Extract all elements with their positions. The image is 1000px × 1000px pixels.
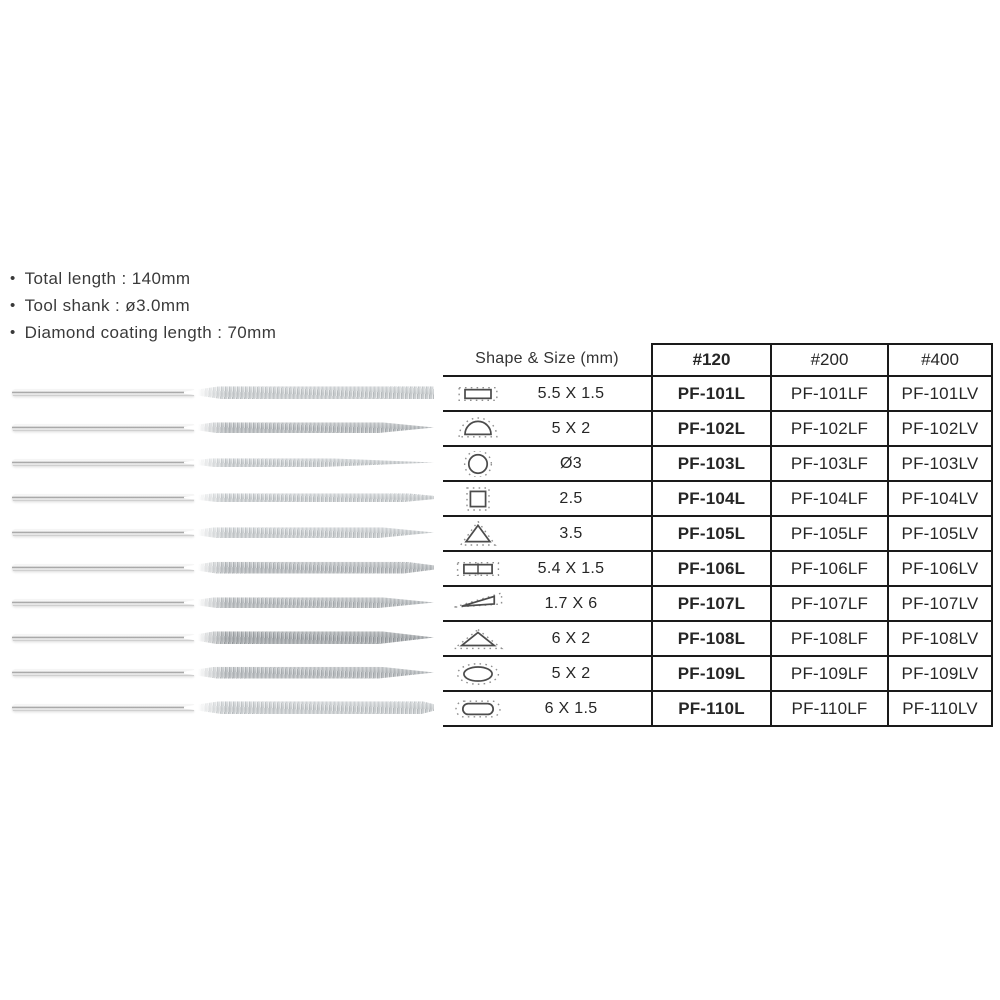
- file-photo-double-rectangle: [12, 556, 434, 580]
- part-number-120: PF-109L: [651, 657, 770, 692]
- shape-icon-wrap: [447, 696, 509, 722]
- part-number-400: PF-107LV: [887, 587, 993, 622]
- flat-triangle-icon: [452, 626, 504, 652]
- spec-table: [443, 343, 993, 727]
- table-row: [443, 517, 993, 552]
- half-round-icon: [452, 416, 504, 442]
- size-label: 6 X 2: [551, 629, 591, 647]
- round-icon: [452, 451, 504, 477]
- shape-icon-wrap: [447, 416, 509, 442]
- file-coated-tip: [184, 422, 434, 433]
- shape-size-cell: [443, 587, 651, 622]
- part-number-200: PF-107LF: [770, 587, 887, 622]
- shape-size-cell: [443, 517, 651, 552]
- part-number-200: PF-102LF: [770, 412, 887, 447]
- shape-size-cell: [443, 552, 651, 587]
- shape-size-cell: [443, 622, 651, 657]
- spec-tool-shank: • Tool shank : ø3.0mm: [10, 292, 276, 319]
- file-coated-tip: [184, 386, 434, 399]
- shape-size-header: Shape & Size (mm): [443, 343, 651, 377]
- table-row: [443, 482, 993, 517]
- shape-icon-wrap: [447, 521, 509, 547]
- oval-lens-icon: [452, 661, 504, 687]
- double-rectangle-icon: [452, 556, 504, 582]
- file-coated-tip: [184, 562, 434, 574]
- part-number-200: PF-105LF: [770, 517, 887, 552]
- file-photo-flat-triangle: [12, 626, 434, 650]
- file-coated-tip: [184, 597, 434, 608]
- shape-size-cell: [443, 447, 651, 482]
- part-number-120: PF-101L: [651, 377, 770, 412]
- table-row: [443, 622, 993, 657]
- table-row: [443, 657, 993, 692]
- size-label: Ø3: [560, 454, 582, 472]
- file-photo-rounded-flat: [12, 696, 434, 720]
- shape-size-cell: [443, 377, 651, 412]
- part-number-400: PF-101LV: [887, 377, 993, 412]
- spec-coating-length: • Diamond coating length : 70mm: [10, 319, 276, 346]
- file-coated-tip: [184, 631, 434, 644]
- square-icon: [452, 486, 504, 512]
- table-body: [443, 377, 993, 727]
- table-row: [443, 412, 993, 447]
- size-label: 5.5 X 1.5: [537, 384, 605, 402]
- file-shank: [12, 494, 194, 501]
- part-number-120: PF-105L: [651, 517, 770, 552]
- file-shank: [12, 634, 194, 641]
- shape-icon-wrap: [447, 591, 509, 617]
- shape-size-cell: [443, 412, 651, 447]
- part-number-400: PF-108LV: [887, 622, 993, 657]
- part-number-200: PF-104LF: [770, 482, 887, 517]
- part-number-400: PF-103LV: [887, 447, 993, 482]
- spec-total-length: • Total length : 140mm: [10, 265, 276, 292]
- file-coated-tip: [184, 458, 434, 467]
- file-photo-knife: [12, 591, 434, 615]
- rounded-flat-icon: [452, 696, 504, 722]
- file-coated-tip: [184, 527, 434, 538]
- part-number-120: PF-108L: [651, 622, 770, 657]
- part-number-200: PF-109LF: [770, 657, 887, 692]
- shape-icon-wrap: [447, 451, 509, 477]
- file-photo-oval-lens: [12, 661, 434, 685]
- table-row: [443, 552, 993, 587]
- part-number-120: PF-104L: [651, 482, 770, 517]
- table-header: [443, 343, 993, 377]
- shape-size-cell: [443, 692, 651, 727]
- part-number-120: PF-110L: [651, 692, 770, 727]
- file-shank: [12, 389, 194, 396]
- shape-icon-wrap: [447, 626, 509, 652]
- grit-header-400: #400: [887, 343, 993, 377]
- grit-header-120: #120: [651, 343, 770, 377]
- file-coated-tip: [184, 701, 434, 714]
- file-shank: [12, 669, 194, 676]
- flat-rectangle-icon: [452, 381, 504, 407]
- part-number-200: PF-101LF: [770, 377, 887, 412]
- table-row: [443, 377, 993, 412]
- part-number-400: PF-110LV: [887, 692, 993, 727]
- shape-icon-wrap: [447, 661, 509, 687]
- spec-list: [10, 265, 276, 346]
- file-photo-flat-rectangle: [12, 381, 434, 405]
- file-photo-half-round: [12, 416, 434, 440]
- file-shank: [12, 529, 194, 536]
- part-number-120: PF-102L: [651, 412, 770, 447]
- size-label: 5.4 X 1.5: [537, 559, 605, 577]
- file-photo-square: [12, 486, 434, 510]
- part-number-200: PF-108LF: [770, 622, 887, 657]
- part-number-400: PF-104LV: [887, 482, 993, 517]
- size-label: 1.7 X 6: [544, 594, 598, 612]
- part-number-120: PF-106L: [651, 552, 770, 587]
- table-row: [443, 692, 993, 727]
- file-shank: [12, 704, 194, 711]
- part-number-120: PF-107L: [651, 587, 770, 622]
- file-shank: [12, 424, 194, 431]
- part-number-120: PF-103L: [651, 447, 770, 482]
- size-label: 6 X 1.5: [544, 699, 598, 717]
- file-coated-tip: [184, 493, 434, 502]
- part-number-400: PF-109LV: [887, 657, 993, 692]
- shape-size-cell: [443, 482, 651, 517]
- file-shank: [12, 599, 194, 606]
- shape-size-cell: [443, 657, 651, 692]
- part-number-400: PF-106LV: [887, 552, 993, 587]
- part-number-200: PF-106LF: [770, 552, 887, 587]
- shape-icon-wrap: [447, 556, 509, 582]
- file-coated-tip: [184, 667, 434, 679]
- file-photo-round: [12, 451, 434, 475]
- knife-icon: [452, 591, 504, 617]
- shape-icon-wrap: [447, 486, 509, 512]
- size-label: 2.5: [559, 489, 583, 507]
- table-row: [443, 447, 993, 482]
- part-number-200: PF-110LF: [770, 692, 887, 727]
- file-shank: [12, 564, 194, 571]
- size-label: 3.5: [559, 524, 583, 542]
- table-row: [443, 587, 993, 622]
- file-shank: [12, 459, 194, 466]
- shape-icon-wrap: [447, 381, 509, 407]
- grit-header-200: #200: [770, 343, 887, 377]
- part-number-200: PF-103LF: [770, 447, 887, 482]
- part-number-400: PF-102LV: [887, 412, 993, 447]
- triangle-icon: [452, 521, 504, 547]
- part-number-400: PF-105LV: [887, 517, 993, 552]
- size-label: 5 X 2: [551, 419, 591, 437]
- file-photo-triangle: [12, 521, 434, 545]
- size-label: 5 X 2: [551, 664, 591, 682]
